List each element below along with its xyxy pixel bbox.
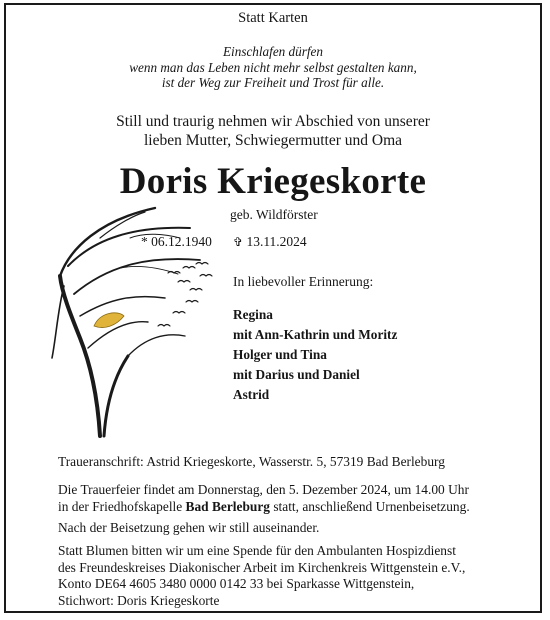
cross-icon: ✞ bbox=[233, 235, 244, 249]
mourner-name: Holger und Tina bbox=[233, 347, 327, 362]
funeral-location: Bad Berleburg bbox=[185, 498, 270, 514]
bird bbox=[173, 312, 185, 314]
tree-branch bbox=[52, 286, 64, 358]
donation-line: des Freundeskreises Diakonischer Arbeit im Kirchenkreis Wittgenstein e.V., bbox=[58, 559, 466, 575]
tree-branch bbox=[80, 297, 165, 316]
death-date-row bbox=[233, 234, 307, 250]
intro-line: lieben Mutter, Schwiegermutter und Oma bbox=[143, 132, 403, 149]
poem bbox=[0, 44, 546, 91]
mourner-name: Astrid bbox=[233, 387, 270, 402]
header-statt-karten: Statt Karten bbox=[238, 10, 308, 26]
deceased-name: Doris Kriegeskorte bbox=[119, 161, 427, 202]
donation-line: Statt Blumen bitten wir um eine Spende für den Ambulanten Hospizdienst bbox=[58, 543, 456, 558]
funeral-info bbox=[58, 482, 470, 515]
mourners-list bbox=[233, 305, 397, 405]
tree-trunk bbox=[60, 276, 100, 436]
bird bbox=[178, 281, 190, 283]
after-burial-note: Nach der Beisetzung gehen wir still auseinander. bbox=[58, 520, 320, 535]
tree-branch bbox=[74, 259, 200, 294]
bird bbox=[183, 267, 195, 269]
mourner-name: mit Darius und Daniel bbox=[233, 367, 360, 382]
donation-info bbox=[58, 543, 465, 609]
tree-branch bbox=[130, 234, 180, 238]
mourner-name: mit Ann-Kathrin und Moritz bbox=[233, 327, 398, 342]
memory-label: In liebevoller Erinnerung: bbox=[233, 274, 374, 289]
intro-line: Still und traurig nehmen wir Abschied von unserer bbox=[116, 113, 430, 130]
bird bbox=[158, 325, 170, 327]
poem-line: Einschlafen dürfen bbox=[223, 44, 323, 59]
mourner-name: Regina bbox=[233, 307, 273, 322]
poem-line: wenn man das Leben nicht mehr selbst gestalten kann, bbox=[129, 59, 417, 75]
birth-name: geb. Wildförster bbox=[230, 207, 318, 222]
funeral-text: statt, anschließend Urnenbeisetzung. bbox=[269, 498, 470, 514]
leaf-icon bbox=[94, 313, 124, 328]
tree-illustration bbox=[40, 198, 220, 438]
tree-trunk-second bbox=[104, 356, 128, 436]
mourning-address: Traueranschrift: Astrid Kriegeskorte, Wasserstr. 5, 57319 Bad Berleburg bbox=[58, 454, 445, 469]
tree-branch bbox=[128, 335, 185, 356]
tree-branch bbox=[120, 266, 178, 274]
tree-branch bbox=[68, 228, 190, 266]
donation-line: Konto DE64 4605 3480 0000 0142 33 bei Sparkasse Wittgenstein, bbox=[58, 576, 415, 591]
bird bbox=[196, 263, 208, 265]
bird bbox=[186, 301, 198, 303]
tree-branch bbox=[60, 208, 155, 276]
donation-line: Stichwort: Doris Kriegeskorte bbox=[58, 592, 220, 608]
bird bbox=[168, 272, 180, 274]
bird bbox=[190, 289, 202, 291]
death-date: 13.11.2024 bbox=[246, 234, 307, 249]
funeral-text: in der Friedhofskapelle bbox=[58, 498, 186, 514]
poem-line: ist der Weg zur Freiheit und Trost für alle. bbox=[161, 75, 385, 90]
intro-text bbox=[0, 112, 546, 150]
birth-date: * 06.12.1940 bbox=[141, 234, 212, 249]
funeral-line bbox=[58, 499, 470, 516]
funeral-line: Die Trauerfeier findet am Donnerstag, den 5. Dezember 2024, um 14.00 Uhr bbox=[58, 482, 469, 497]
bird bbox=[200, 275, 212, 277]
